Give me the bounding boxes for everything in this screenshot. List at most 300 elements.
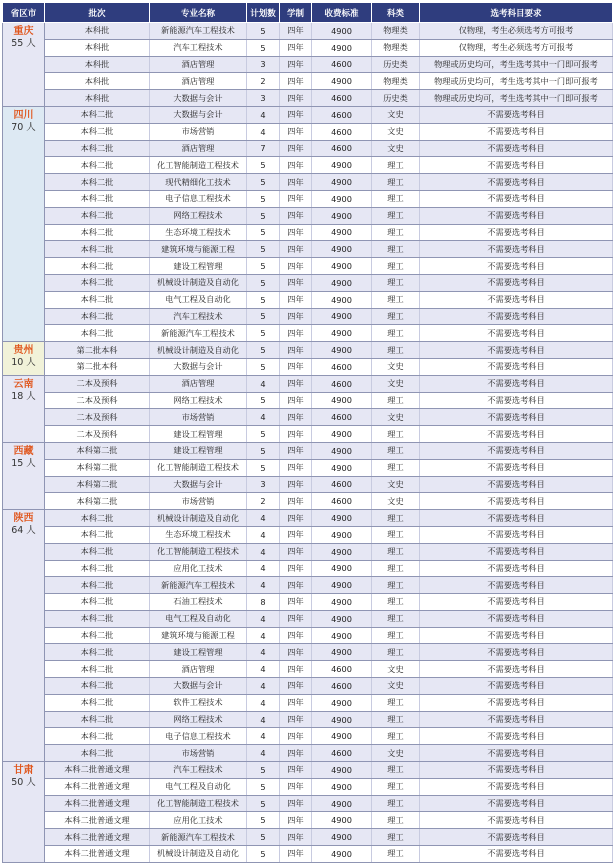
cell-plan-count: 4 — [247, 728, 280, 745]
cell-duration: 四年 — [280, 661, 312, 678]
cell-subject-requirement: 不需要选考科目 — [420, 644, 613, 661]
cell-category: 理工 — [372, 325, 420, 342]
cell-category: 文史 — [372, 678, 420, 695]
cell-plan-count: 5 — [247, 829, 280, 846]
cell-tuition: 4900 — [312, 560, 372, 577]
cell-category: 文史 — [372, 375, 420, 392]
cell-subject-requirement: 物理或历史均可，考生选考其中一门即可报考 — [420, 56, 613, 73]
cell-category: 理工 — [372, 510, 420, 527]
cell-category: 理工 — [372, 711, 420, 728]
cell-category: 理工 — [372, 157, 420, 174]
cell-batch: 本科二批 — [45, 560, 150, 577]
cell-plan-count: 4 — [247, 661, 280, 678]
header-province: 省区市 — [3, 3, 45, 23]
cell-subject-requirement: 不需要选考科目 — [420, 123, 613, 140]
cell-category: 理工 — [372, 392, 420, 409]
cell-major: 化工智能制造工程技术 — [150, 795, 247, 812]
table-row — [3, 73, 613, 90]
cell-duration: 四年 — [280, 140, 312, 157]
cell-tuition: 4900 — [312, 526, 372, 543]
cell-batch: 本科二批 — [45, 510, 150, 527]
cell-batch: 本科第二批 — [45, 493, 150, 510]
cell-plan-count: 5 — [247, 241, 280, 258]
cell-subject-requirement: 不需要选考科目 — [420, 140, 613, 157]
cell-tuition: 4900 — [312, 241, 372, 258]
cell-plan-count: 7 — [247, 140, 280, 157]
cell-plan-count: 4 — [247, 510, 280, 527]
header-duration: 学制 — [280, 3, 312, 23]
cell-subject-requirement: 不需要选考科目 — [420, 577, 613, 594]
cell-subject-requirement: 不需要选考科目 — [420, 627, 613, 644]
cell-category: 理工 — [372, 190, 420, 207]
cell-batch: 本科二批 — [45, 157, 150, 174]
cell-duration: 四年 — [280, 694, 312, 711]
province-name: 贵州 — [13, 345, 34, 357]
cell-batch: 第二批本科 — [45, 342, 150, 359]
table-row — [3, 829, 613, 846]
table-row — [3, 190, 613, 207]
cell-duration: 四年 — [280, 73, 312, 90]
cell-category: 理工 — [372, 543, 420, 560]
cell-major: 新能源汽车工程技术 — [150, 23, 247, 40]
cell-major: 汽车工程技术 — [150, 39, 247, 56]
cell-plan-count: 5 — [247, 812, 280, 829]
cell-duration: 四年 — [280, 610, 312, 627]
cell-batch: 本科二批 — [45, 274, 150, 291]
table-row — [3, 627, 613, 644]
cell-subject-requirement: 不需要选考科目 — [420, 207, 613, 224]
cell-duration: 四年 — [280, 678, 312, 695]
cell-plan-count: 5 — [247, 190, 280, 207]
cell-batch: 二本及预科 — [45, 409, 150, 426]
cell-category: 理工 — [372, 795, 420, 812]
table-header — [3, 3, 613, 23]
cell-plan-count: 5 — [247, 308, 280, 325]
cell-subject-requirement: 不需要选考科目 — [420, 442, 613, 459]
cell-tuition: 4900 — [312, 442, 372, 459]
cell-plan-count: 5 — [247, 846, 280, 863]
cell-category: 文史 — [372, 358, 420, 375]
cell-category: 理工 — [372, 526, 420, 543]
cell-subject-requirement: 不需要选考科目 — [420, 409, 613, 426]
cell-major: 建设工程管理 — [150, 644, 247, 661]
cell-subject-requirement: 不需要选考科目 — [420, 308, 613, 325]
cell-duration: 四年 — [280, 644, 312, 661]
cell-duration: 四年 — [280, 795, 312, 812]
cell-batch: 本科二批 — [45, 207, 150, 224]
cell-category: 理工 — [372, 627, 420, 644]
cell-duration: 四年 — [280, 577, 312, 594]
table-row — [3, 711, 613, 728]
cell-plan-count: 5 — [247, 358, 280, 375]
cell-duration: 四年 — [280, 274, 312, 291]
table-row — [3, 39, 613, 56]
cell-tuition: 4900 — [312, 23, 372, 40]
cell-plan-count: 5 — [247, 157, 280, 174]
cell-major: 电子信息工程技术 — [150, 728, 247, 745]
cell-major: 酒店管理 — [150, 661, 247, 678]
table-row — [3, 610, 613, 627]
province-count: 70 人 — [11, 121, 36, 133]
cell-major: 电气工程及自动化 — [150, 778, 247, 795]
cell-duration: 四年 — [280, 442, 312, 459]
cell-plan-count: 5 — [247, 174, 280, 191]
cell-category: 理工 — [372, 778, 420, 795]
cell-plan-count: 5 — [247, 426, 280, 443]
cell-batch: 本科二批普通文理 — [45, 812, 150, 829]
cell-plan-count: 4 — [247, 106, 280, 123]
cell-duration: 四年 — [280, 392, 312, 409]
province-cell — [3, 342, 45, 376]
cell-duration: 四年 — [280, 560, 312, 577]
cell-duration: 四年 — [280, 543, 312, 560]
cell-plan-count: 4 — [247, 577, 280, 594]
header-subject-requirement: 选考科目要求 — [420, 3, 613, 23]
header-row — [3, 3, 613, 23]
cell-tuition: 4900 — [312, 577, 372, 594]
table-row — [3, 157, 613, 174]
cell-subject-requirement: 不需要选考科目 — [420, 157, 613, 174]
cell-category: 历史类 — [372, 56, 420, 73]
cell-plan-count: 5 — [247, 274, 280, 291]
cell-category: 理工 — [372, 426, 420, 443]
province-cell — [3, 375, 45, 442]
cell-category: 理工 — [372, 694, 420, 711]
cell-category: 文史 — [372, 140, 420, 157]
cell-tuition: 4900 — [312, 174, 372, 191]
cell-plan-count: 5 — [247, 23, 280, 40]
cell-category: 理工 — [372, 274, 420, 291]
cell-batch: 二本及预科 — [45, 375, 150, 392]
cell-major: 市场营销 — [150, 493, 247, 510]
cell-major: 酒店管理 — [150, 140, 247, 157]
cell-duration: 四年 — [280, 375, 312, 392]
cell-tuition: 4900 — [312, 778, 372, 795]
table-row — [3, 694, 613, 711]
cell-subject-requirement: 不需要选考科目 — [420, 694, 613, 711]
cell-plan-count: 4 — [247, 694, 280, 711]
cell-batch: 本科二批 — [45, 728, 150, 745]
cell-plan-count: 5 — [247, 224, 280, 241]
cell-batch: 本科二批 — [45, 594, 150, 611]
cell-category: 文史 — [372, 409, 420, 426]
cell-subject-requirement: 不需要选考科目 — [420, 274, 613, 291]
cell-duration: 四年 — [280, 493, 312, 510]
table-row — [3, 762, 613, 779]
cell-major: 电子信息工程技术 — [150, 190, 247, 207]
cell-tuition: 4900 — [312, 308, 372, 325]
cell-major: 石油工程技术 — [150, 594, 247, 611]
cell-duration: 四年 — [280, 846, 312, 863]
cell-tuition: 4900 — [312, 812, 372, 829]
cell-subject-requirement: 不需要选考科目 — [420, 812, 613, 829]
cell-duration: 四年 — [280, 762, 312, 779]
table-row — [3, 90, 613, 107]
cell-subject-requirement: 不需要选考科目 — [420, 476, 613, 493]
cell-batch: 本科第二批 — [45, 476, 150, 493]
cell-major: 大数据与会计 — [150, 90, 247, 107]
cell-subject-requirement: 不需要选考科目 — [420, 325, 613, 342]
table-row — [3, 241, 613, 258]
province-count: 55 人 — [11, 38, 36, 49]
cell-tuition: 4900 — [312, 190, 372, 207]
cell-tuition: 4900 — [312, 762, 372, 779]
cell-duration: 四年 — [280, 241, 312, 258]
cell-plan-count: 4 — [247, 526, 280, 543]
cell-batch: 本科二批 — [45, 678, 150, 695]
cell-batch: 本科二批 — [45, 258, 150, 275]
cell-category: 理工 — [372, 174, 420, 191]
cell-major: 网络工程技术 — [150, 711, 247, 728]
cell-plan-count: 3 — [247, 90, 280, 107]
cell-major: 建筑环境与能源工程 — [150, 627, 247, 644]
table-row — [3, 140, 613, 157]
table-row — [3, 661, 613, 678]
cell-batch: 本科二批 — [45, 526, 150, 543]
cell-plan-count: 3 — [247, 476, 280, 493]
cell-duration: 四年 — [280, 745, 312, 762]
cell-tuition: 4900 — [312, 594, 372, 611]
cell-plan-count: 2 — [247, 73, 280, 90]
cell-category: 理工 — [372, 241, 420, 258]
cell-major: 市场营销 — [150, 409, 247, 426]
table-row — [3, 594, 613, 611]
cell-category: 理工 — [372, 560, 420, 577]
cell-major: 市场营销 — [150, 745, 247, 762]
cell-duration: 四年 — [280, 174, 312, 191]
cell-plan-count: 5 — [247, 442, 280, 459]
cell-duration: 四年 — [280, 190, 312, 207]
cell-duration: 四年 — [280, 778, 312, 795]
cell-subject-requirement: 不需要选考科目 — [420, 778, 613, 795]
cell-batch: 本科二批 — [45, 711, 150, 728]
cell-subject-requirement: 不需要选考科目 — [420, 795, 613, 812]
cell-tuition: 4900 — [312, 426, 372, 443]
cell-major: 建设工程管理 — [150, 442, 247, 459]
cell-category: 理工 — [372, 291, 420, 308]
cell-duration: 四年 — [280, 510, 312, 527]
cell-subject-requirement: 不需要选考科目 — [420, 375, 613, 392]
cell-subject-requirement: 仅物理，考生必须选考方可报考 — [420, 23, 613, 40]
cell-duration: 四年 — [280, 56, 312, 73]
table-row — [3, 207, 613, 224]
cell-tuition: 4600 — [312, 106, 372, 123]
cell-batch: 本科二批普通文理 — [45, 778, 150, 795]
cell-tuition: 4600 — [312, 678, 372, 695]
cell-category: 理工 — [372, 594, 420, 611]
cell-batch: 本科二批 — [45, 627, 150, 644]
table-row — [3, 224, 613, 241]
cell-duration: 四年 — [280, 829, 312, 846]
cell-plan-count: 5 — [247, 795, 280, 812]
cell-plan-count: 4 — [247, 409, 280, 426]
cell-subject-requirement: 不需要选考科目 — [420, 392, 613, 409]
cell-category: 物理类 — [372, 23, 420, 40]
cell-batch: 本科二批 — [45, 291, 150, 308]
cell-subject-requirement: 不需要选考科目 — [420, 190, 613, 207]
cell-duration: 四年 — [280, 627, 312, 644]
cell-category: 文史 — [372, 476, 420, 493]
cell-tuition: 4600 — [312, 140, 372, 157]
cell-subject-requirement: 不需要选考科目 — [420, 459, 613, 476]
cell-major: 机械设计制造及自动化 — [150, 342, 247, 359]
cell-subject-requirement: 不需要选考科目 — [420, 829, 613, 846]
cell-batch: 本科批 — [45, 73, 150, 90]
table-row — [3, 426, 613, 443]
cell-batch: 本科二批 — [45, 577, 150, 594]
cell-plan-count: 8 — [247, 594, 280, 611]
cell-duration: 四年 — [280, 426, 312, 443]
cell-plan-count: 5 — [247, 207, 280, 224]
cell-tuition: 4900 — [312, 258, 372, 275]
cell-tuition: 4900 — [312, 644, 372, 661]
admission-plan-table — [2, 2, 613, 863]
cell-category: 文史 — [372, 123, 420, 140]
cell-category: 理工 — [372, 442, 420, 459]
cell-tuition: 4600 — [312, 123, 372, 140]
cell-duration: 四年 — [280, 594, 312, 611]
table-row — [3, 812, 613, 829]
province-name: 西藏 — [13, 445, 34, 457]
cell-major: 建设工程管理 — [150, 258, 247, 275]
cell-category: 理工 — [372, 644, 420, 661]
cell-subject-requirement: 不需要选考科目 — [420, 493, 613, 510]
cell-major: 酒店管理 — [150, 375, 247, 392]
cell-plan-count: 4 — [247, 627, 280, 644]
table-row — [3, 123, 613, 140]
cell-batch: 第二批本科 — [45, 358, 150, 375]
cell-subject-requirement: 不需要选考科目 — [420, 241, 613, 258]
cell-category: 物理类 — [372, 39, 420, 56]
cell-batch: 本科第二批 — [45, 442, 150, 459]
cell-major: 电气工程及自动化 — [150, 610, 247, 627]
cell-batch: 本科二批 — [45, 745, 150, 762]
cell-subject-requirement: 不需要选考科目 — [420, 728, 613, 745]
cell-batch: 本科二批 — [45, 694, 150, 711]
cell-batch: 本科二批 — [45, 140, 150, 157]
cell-major: 大数据与会计 — [150, 106, 247, 123]
table-row — [3, 409, 613, 426]
cell-major: 网络工程技术 — [150, 207, 247, 224]
cell-category: 物理类 — [372, 73, 420, 90]
cell-batch: 本科二批 — [45, 241, 150, 258]
table-row — [3, 342, 613, 359]
cell-tuition: 4600 — [312, 409, 372, 426]
cell-batch: 本科二批普通文理 — [45, 846, 150, 863]
cell-subject-requirement: 不需要选考科目 — [420, 342, 613, 359]
cell-category: 文史 — [372, 661, 420, 678]
cell-major: 大数据与会计 — [150, 358, 247, 375]
cell-batch: 本科二批 — [45, 174, 150, 191]
province-cell — [3, 762, 45, 863]
cell-batch: 本科二批 — [45, 190, 150, 207]
cell-batch: 本科二批普通文理 — [45, 829, 150, 846]
table-row — [3, 778, 613, 795]
cell-batch: 本科二批 — [45, 123, 150, 140]
cell-plan-count: 4 — [247, 711, 280, 728]
cell-major: 汽车工程技术 — [150, 762, 247, 779]
table-row — [3, 510, 613, 527]
cell-subject-requirement: 物理或历史均可，考生选考其中一门即可报考 — [420, 73, 613, 90]
cell-category: 理工 — [372, 812, 420, 829]
cell-plan-count: 5 — [247, 342, 280, 359]
cell-major: 机械设计制造及自动化 — [150, 510, 247, 527]
cell-batch: 本科二批 — [45, 325, 150, 342]
table-row — [3, 728, 613, 745]
cell-category: 理工 — [372, 258, 420, 275]
table-row — [3, 795, 613, 812]
cell-batch: 本科二批普通文理 — [45, 762, 150, 779]
cell-duration: 四年 — [280, 308, 312, 325]
cell-batch: 本科二批 — [45, 543, 150, 560]
cell-category: 理工 — [372, 762, 420, 779]
header-batch: 批次 — [45, 3, 150, 23]
cell-major: 酒店管理 — [150, 73, 247, 90]
table-row — [3, 644, 613, 661]
cell-duration: 四年 — [280, 123, 312, 140]
cell-plan-count: 5 — [247, 459, 280, 476]
header-category: 科类 — [372, 3, 420, 23]
cell-duration: 四年 — [280, 39, 312, 56]
table-row — [3, 543, 613, 560]
cell-major: 现代精细化工技术 — [150, 174, 247, 191]
cell-tuition: 4600 — [312, 661, 372, 678]
table-row — [3, 493, 613, 510]
cell-plan-count: 4 — [247, 610, 280, 627]
cell-subject-requirement: 不需要选考科目 — [420, 594, 613, 611]
province-name: 甘肃 — [13, 765, 34, 777]
cell-plan-count: 4 — [247, 678, 280, 695]
cell-plan-count: 5 — [247, 392, 280, 409]
cell-tuition: 4900 — [312, 846, 372, 863]
header-tuition: 收费标准 — [312, 3, 372, 23]
cell-subject-requirement: 不需要选考科目 — [420, 106, 613, 123]
table-row — [3, 392, 613, 409]
province-cell — [3, 442, 45, 509]
cell-duration: 四年 — [280, 711, 312, 728]
cell-tuition: 4900 — [312, 342, 372, 359]
cell-category: 文史 — [372, 106, 420, 123]
cell-duration: 四年 — [280, 291, 312, 308]
province-name: 四川 — [13, 109, 34, 121]
cell-major: 生态环境工程技术 — [150, 224, 247, 241]
cell-category: 理工 — [372, 308, 420, 325]
cell-major: 机械设计制造及自动化 — [150, 846, 247, 863]
cell-category: 理工 — [372, 224, 420, 241]
cell-tuition: 4900 — [312, 274, 372, 291]
cell-major: 新能源汽车工程技术 — [150, 577, 247, 594]
cell-batch: 本科第二批 — [45, 459, 150, 476]
cell-major: 汽车工程技术 — [150, 308, 247, 325]
table-row — [3, 745, 613, 762]
province-count: 64 人 — [11, 525, 36, 537]
cell-duration: 四年 — [280, 325, 312, 342]
cell-plan-count: 4 — [247, 375, 280, 392]
table-row — [3, 56, 613, 73]
cell-tuition: 4900 — [312, 711, 372, 728]
cell-subject-requirement: 不需要选考科目 — [420, 610, 613, 627]
cell-tuition: 4900 — [312, 73, 372, 90]
cell-duration: 四年 — [280, 409, 312, 426]
cell-batch: 本科二批普通文理 — [45, 795, 150, 812]
cell-subject-requirement: 不需要选考科目 — [420, 560, 613, 577]
cell-duration: 四年 — [280, 812, 312, 829]
cell-tuition: 4600 — [312, 476, 372, 493]
cell-tuition: 4600 — [312, 358, 372, 375]
cell-plan-count: 5 — [247, 325, 280, 342]
cell-duration: 四年 — [280, 90, 312, 107]
table-row — [3, 442, 613, 459]
